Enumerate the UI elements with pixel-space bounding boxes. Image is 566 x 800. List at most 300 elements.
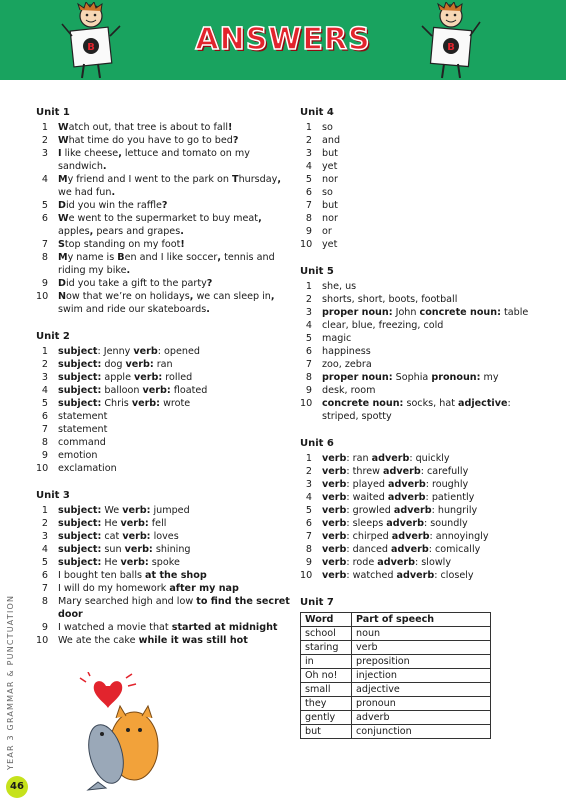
answer-number: 2: [41, 135, 48, 146]
answer-item: [36, 462, 291, 475]
answer-text: magic: [322, 333, 352, 344]
answer-text: apple: [101, 372, 135, 383]
answer-text-bold: verb: [133, 346, 158, 357]
answer-number: 5: [41, 557, 48, 568]
parts-of-speech-table: [300, 612, 491, 739]
answer-item: [300, 332, 540, 345]
answer-item: [36, 277, 291, 290]
answer-item: [300, 173, 540, 186]
answer-item: [36, 621, 291, 634]
answer-number: 8: [41, 437, 48, 448]
column-header-part-of-speech: Part of speech: [352, 613, 491, 627]
answer-text: loves: [150, 531, 179, 542]
answer-text-bold: subject:: [58, 398, 102, 409]
answer-text-bold: subject:: [58, 359, 102, 370]
answer-item: [36, 410, 291, 423]
answer-text: I will do my homework: [58, 583, 170, 594]
answer-text: : played: [346, 479, 388, 490]
answer-item: [36, 358, 291, 371]
answer-text: : comically: [428, 544, 481, 555]
unit-title: Unit 4: [300, 107, 334, 118]
answer-number: 4: [41, 174, 48, 185]
answer-number: 7: [305, 359, 312, 370]
answer-item: [36, 251, 291, 277]
answer-text: : hungrily: [431, 505, 478, 516]
answer-text: yet: [322, 239, 338, 250]
answer-item: [36, 371, 291, 384]
answer-text: so: [322, 122, 333, 133]
answer-number: 9: [305, 226, 312, 237]
answer-text: : quickly: [409, 453, 450, 464]
answer-text-bold: W: [58, 122, 69, 133]
answer-item: [300, 504, 540, 517]
answer-number: 10: [300, 398, 313, 409]
answer-text: pears and grapes: [93, 226, 181, 237]
answer-text: happiness: [322, 346, 371, 357]
answer-number: 3: [305, 148, 312, 159]
answer-number: 2: [305, 135, 312, 146]
answer-number: 8: [41, 596, 48, 607]
answer-number: 4: [305, 320, 312, 331]
answer-text: en and I like soccer: [124, 252, 218, 263]
answer-text: so: [322, 187, 333, 198]
answer-text: statement: [58, 424, 108, 435]
answer-text-bold: verb:: [131, 398, 161, 409]
answer-text-bold: verb:: [120, 557, 149, 568]
answer-text: she, us: [322, 281, 357, 292]
answer-item: [36, 134, 291, 147]
answer-number: 6: [41, 213, 48, 224]
answer-text-bold: .: [126, 265, 131, 276]
word-cell: gently: [301, 711, 352, 725]
unit-title: Unit 5: [300, 266, 334, 277]
answer-text-bold: adjective: [458, 398, 508, 409]
answer-item: [36, 556, 291, 569]
answer-text-bold: ?: [161, 200, 168, 211]
answer-number: 2: [305, 466, 312, 477]
answer-text: and: [322, 135, 341, 146]
answer-text: command: [58, 437, 106, 448]
answer-text: balloon: [101, 385, 143, 396]
answer-text: hat time do you have to go to bed: [68, 135, 233, 146]
word-cell: but: [301, 725, 352, 739]
answer-text: : waited: [346, 492, 388, 503]
answer-text: cat: [101, 531, 123, 542]
answer-text: : threw: [346, 466, 384, 477]
answer-text: spoke: [148, 557, 180, 568]
cat-and-fish-illustration: [78, 672, 168, 792]
book-title-label: YEAR 3 GRAMMAR & PUNCTUATION: [6, 594, 15, 770]
answer-text: wrote: [160, 398, 191, 409]
answer-item: [36, 345, 291, 358]
table-row: [301, 627, 491, 641]
answer-text: socks, hat: [403, 398, 459, 409]
answer-text: my: [480, 372, 499, 383]
answer-item: [36, 595, 291, 621]
answer-text: : chirped: [346, 531, 392, 542]
answer-number: 6: [41, 411, 48, 422]
unit-title: Unit 3: [36, 490, 70, 501]
answer-number: 5: [41, 398, 48, 409]
answer-item: [300, 384, 540, 397]
answer-number: 10: [36, 635, 49, 646]
answer-text-bold: subject:: [58, 544, 102, 555]
answer-text: yet: [322, 161, 338, 172]
word-cell: staring: [301, 641, 352, 655]
mascot-right-icon: [420, 2, 482, 80]
answer-text: top standing on my foot: [64, 239, 181, 250]
answer-text: John: [392, 307, 420, 318]
answer-text: fell: [148, 518, 167, 529]
answer-number: 3: [41, 531, 48, 542]
answer-number: 6: [305, 518, 312, 529]
answer-text: Mary searched high and low: [58, 596, 197, 607]
answer-item: [300, 358, 540, 371]
answer-text-bold: ,: [189, 291, 194, 302]
answer-text-bold: concrete noun:: [322, 398, 404, 409]
answer-number: 10: [36, 291, 49, 302]
answer-item: [36, 199, 291, 212]
answer-text-bold: ?: [206, 278, 213, 289]
answer-text: id you win the raffle: [65, 200, 162, 211]
answer-text: : opened: [157, 346, 200, 357]
answer-text: He: [101, 557, 121, 568]
answer-number: 4: [41, 544, 48, 555]
answer-text: : closely: [434, 570, 474, 581]
answer-text-bold: adverb: [387, 492, 426, 503]
answer-text-bold: adverb: [388, 479, 426, 490]
answer-text-bold: proper noun:: [322, 372, 393, 383]
answer-number: 3: [41, 372, 48, 383]
answer-text: We: [101, 505, 123, 516]
answer-item: [300, 465, 540, 478]
unit-title: Unit 1: [36, 107, 70, 118]
answer-number: 8: [305, 544, 312, 555]
answer-text: emotion: [58, 450, 98, 461]
answer-text: hursday: [238, 174, 278, 185]
answer-text-bold: ?: [232, 135, 239, 146]
table-row: [301, 641, 491, 655]
answer-text: clear, blue, freezing, cold: [322, 320, 444, 331]
answer-text-bold: I: [58, 148, 62, 159]
answer-item: [300, 543, 540, 556]
answer-text-bold: verb:: [122, 531, 151, 542]
answer-text-bold: at the shop: [145, 570, 207, 581]
answer-item: [36, 290, 291, 316]
column-header-word: Word: [301, 613, 352, 627]
answer-item: [300, 491, 540, 504]
answer-text: lettuce and tomato on my sandwich: [58, 148, 250, 172]
answer-number: 9: [41, 622, 48, 633]
answer-text: tennis and riding my bike: [58, 252, 275, 276]
answer-number: 1: [305, 122, 312, 133]
answer-item: [300, 186, 540, 199]
answer-text-bold: adverb: [383, 466, 421, 477]
answer-item: [300, 280, 540, 293]
answer-text: Sophia: [392, 372, 432, 383]
answer-text-bold: adverb: [386, 518, 424, 529]
answer-number: 8: [41, 252, 48, 263]
answer-text: Chris: [101, 398, 132, 409]
unit-title: Unit 6: [300, 438, 334, 449]
answer-item: [300, 569, 540, 582]
answer-number: 9: [305, 557, 312, 568]
part-of-speech-cell: adjective: [352, 683, 491, 697]
answer-item: [300, 345, 540, 358]
answer-number: 10: [36, 463, 49, 474]
answer-text: atch out, that tree is about to fall: [68, 122, 229, 133]
table-row: [301, 683, 491, 697]
unit-block: [36, 489, 291, 647]
answer-text-bold: M: [58, 174, 68, 185]
answer-item: [36, 147, 291, 173]
answer-number: 2: [305, 294, 312, 305]
answer-text: : striped, spotty: [322, 398, 511, 422]
part-of-speech-cell: injection: [352, 669, 491, 683]
answer-number: 3: [305, 479, 312, 490]
answer-item: [300, 530, 540, 543]
answer-text-bold: verb:: [125, 359, 154, 370]
unit-block: [300, 265, 540, 423]
part-of-speech-cell: adverb: [352, 711, 491, 725]
svg-text:B: B: [447, 42, 455, 53]
answer-text: we had fun: [58, 187, 112, 198]
answer-text: but: [322, 148, 338, 159]
answer-number: 7: [305, 531, 312, 542]
answer-text: ran: [153, 359, 173, 370]
answer-number: 6: [41, 570, 48, 581]
answer-number: 5: [305, 174, 312, 185]
answer-item: [300, 319, 540, 332]
answer-text-bold: ,: [277, 174, 281, 185]
answer-text: apples: [58, 226, 90, 237]
answer-text-bold: verb:: [134, 372, 163, 383]
answer-number: 7: [41, 239, 48, 250]
answer-text-bold: verb: [322, 531, 347, 542]
answer-text: id you take a gift to the party: [65, 278, 207, 289]
answer-text-bold: verb:: [120, 518, 149, 529]
answer-number: 10: [300, 239, 313, 250]
answer-item: [36, 423, 291, 436]
answer-text: : sleeps: [346, 518, 387, 529]
answer-text-bold: concrete noun:: [419, 307, 501, 318]
unit-block: [300, 106, 540, 251]
header-banner: [0, 0, 566, 80]
answer-item: [36, 449, 291, 462]
answer-item: [300, 134, 540, 147]
answer-item: [300, 371, 540, 384]
table-row: [301, 697, 491, 711]
answer-text-bold: D: [58, 278, 66, 289]
answer-text: shining: [152, 544, 191, 555]
answer-text: : growled: [346, 505, 394, 516]
answer-text-bold: ,: [270, 291, 275, 302]
answer-item: [36, 436, 291, 449]
answer-text-bold: adverb: [393, 505, 432, 516]
answer-text-bold: !: [228, 122, 233, 133]
answer-number: 1: [305, 453, 312, 464]
answers-left-column: [36, 106, 291, 661]
answer-text-bold: .: [111, 187, 116, 198]
answer-text: e went to the supermarket to buy meat: [68, 213, 259, 224]
answer-text-bold: W: [58, 135, 69, 146]
answer-text: nor: [322, 174, 338, 185]
answer-text-bold: subject:: [58, 557, 102, 568]
answer-text-bold: subject:: [58, 531, 102, 542]
side-label: [6, 560, 20, 770]
answer-number: 7: [41, 424, 48, 435]
answer-item: [300, 121, 540, 134]
answer-text-bold: adverb: [396, 570, 435, 581]
answer-text-bold: verb:: [142, 385, 171, 396]
answer-text: swim and ride our skateboards: [58, 304, 207, 315]
answer-item: [36, 582, 291, 595]
answer-number: 10: [300, 570, 313, 581]
answer-text-bold: M: [58, 252, 68, 263]
answer-text: : roughly: [425, 479, 469, 490]
answer-number: 4: [305, 492, 312, 503]
part-of-speech-cell: verb: [352, 641, 491, 655]
answer-text-bold: verb: [322, 453, 347, 464]
answer-item: [36, 173, 291, 199]
answer-text-bold: after my nap: [169, 583, 239, 594]
answer-item: [36, 212, 291, 238]
answer-text-bold: proper noun:: [322, 307, 393, 318]
answer-item: [300, 293, 540, 306]
answer-text: exclamation: [58, 463, 117, 474]
answer-number: 5: [41, 200, 48, 211]
answer-text: floated: [170, 385, 208, 396]
answer-text: : soundly: [423, 518, 468, 529]
answer-item: [36, 530, 291, 543]
answer-text: I watched a movie that: [58, 622, 172, 633]
answer-text: ow that we’re on holidays: [66, 291, 190, 302]
answer-text-bold: ,: [217, 252, 222, 263]
answer-number: 4: [305, 161, 312, 172]
answer-text-bold: ,: [89, 226, 94, 237]
answer-text: We ate the cake: [58, 635, 139, 646]
answer-number: 1: [305, 281, 312, 292]
answer-text-bold: .: [206, 304, 210, 315]
answer-text: I bought ten balls: [58, 570, 146, 581]
answer-text-bold: !: [180, 239, 185, 250]
answer-text-bold: B: [117, 252, 125, 263]
table-header-row: [301, 613, 491, 627]
answer-text-bold: W: [58, 213, 69, 224]
answer-text: rolled: [162, 372, 193, 383]
answer-text-bold: subject:: [58, 385, 102, 396]
answer-text: : danced: [346, 544, 392, 555]
answer-number: 7: [305, 200, 312, 211]
answer-item: [300, 397, 540, 423]
page-title: ANSWERS: [195, 22, 371, 57]
answer-text: or: [322, 226, 332, 237]
answer-number: 9: [41, 450, 48, 461]
unit-block: [36, 330, 291, 475]
answer-text-bold: T: [232, 174, 239, 185]
answer-number: 5: [305, 333, 312, 344]
answer-text-bold: .: [102, 161, 107, 172]
answer-number: 7: [41, 583, 48, 594]
answer-number: 1: [41, 505, 48, 516]
answer-text: : ran: [346, 453, 372, 464]
answer-text: dog: [101, 359, 126, 370]
word-cell: in: [301, 655, 352, 669]
answer-text: we can sleep in: [193, 291, 271, 302]
answers-right-column: [300, 106, 540, 753]
table-row: [301, 711, 491, 725]
answer-item: [300, 478, 540, 491]
answer-item: [300, 238, 540, 251]
answer-number: 8: [305, 213, 312, 224]
answer-item: [300, 517, 540, 530]
answer-item: [300, 225, 540, 238]
answer-text-bold: to find the secret door: [58, 596, 290, 620]
word-cell: they: [301, 697, 352, 711]
answer-text: : carefully: [420, 466, 469, 477]
answer-item: [36, 569, 291, 582]
answer-text-bold: verb: [322, 466, 347, 477]
answer-text: jumped: [150, 505, 190, 516]
part-of-speech-cell: preposition: [352, 655, 491, 669]
answer-item: [300, 212, 540, 225]
answer-text: nor: [322, 213, 338, 224]
answer-number: 3: [305, 307, 312, 318]
answer-text-bold: verb:: [124, 544, 153, 555]
answer-text-bold: subject: [58, 346, 98, 357]
answer-item: [36, 121, 291, 134]
answer-item: [300, 147, 540, 160]
answer-text-bold: subject:: [58, 505, 102, 516]
answer-text-bold: ,: [258, 213, 262, 224]
answer-text-bold: .: [180, 226, 184, 237]
answer-text-bold: ,: [118, 148, 122, 159]
answer-text: y friend and I went to the park on: [67, 174, 233, 185]
page-number-badge: 46: [6, 776, 28, 798]
answer-text-bold: verb: [322, 570, 347, 581]
answer-text-bold: adverb: [391, 531, 430, 542]
answer-text-bold: S: [58, 239, 65, 250]
answer-number: 3: [41, 148, 48, 159]
answer-number: 6: [305, 187, 312, 198]
answer-item: [300, 452, 540, 465]
unit-title: Unit 2: [36, 331, 70, 342]
answer-text: : patiently: [425, 492, 475, 503]
answer-item: [36, 238, 291, 251]
answer-text-bold: started at midnight: [171, 622, 278, 633]
answer-number: 5: [305, 505, 312, 516]
word-cell: Oh no!: [301, 669, 352, 683]
answer-item: [300, 199, 540, 212]
answer-text: : slowly: [415, 557, 452, 568]
answer-text: but: [322, 200, 338, 211]
answer-text-bold: verb: [322, 505, 347, 516]
answer-item: [300, 160, 540, 173]
answer-number: 9: [305, 385, 312, 396]
answer-text-bold: pronoun:: [431, 372, 481, 383]
answer-item: [36, 397, 291, 410]
answer-text-bold: verb: [322, 544, 347, 555]
answer-item: [300, 556, 540, 569]
answer-item: [36, 634, 291, 647]
answer-number: 8: [305, 372, 312, 383]
part-of-speech-cell: pronoun: [352, 697, 491, 711]
word-cell: school: [301, 627, 352, 641]
answer-text: table: [500, 307, 529, 318]
answer-text-bold: verb: [322, 518, 347, 529]
answer-text-bold: adverb: [371, 453, 410, 464]
answer-text-bold: adverb: [377, 557, 415, 568]
